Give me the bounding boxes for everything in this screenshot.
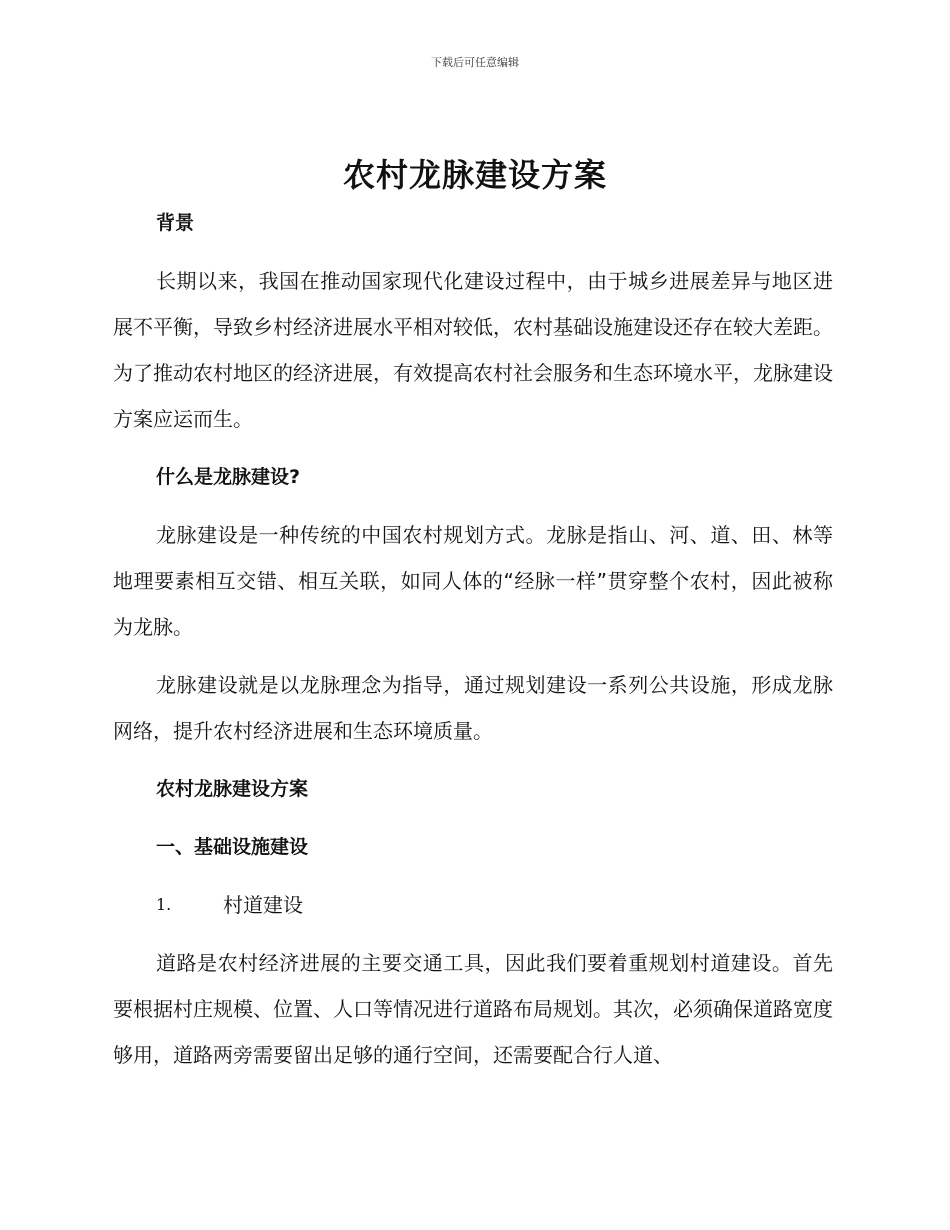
what-paragraph-2: 龙脉建设就是以龙脉理念为指导，通过规划建设一系列公共设施，形成龙脉网络，提升农村经济进展和生态环境质量。: [113, 673, 833, 743]
list-item: [156, 882, 833, 928]
road-paragraph: 道路是农村经济进展的主要交通工具，因此我们要着重规划村道建设。首先要根据村庄规模、位置、人口等情况进行道路布局规划。其次，必须确保道路宽度够用，道路两旁需要留出足够的通行空间，还需要配合行人道、: [113, 951, 833, 1067]
background-paragraph: 长期以来，我国在推动国家现代化建设过程中，由于城乡进展差异与地区进展不平衡，导致乡村经济进展水平相对较低，农村基础设施建设还存在较大差距。为了推动农村地区的经济进展，有效提高农村社会服务和生态环境水平，龙脉建设方案应运而生。: [113, 269, 833, 431]
section-heading-infrastructure: 一、基础设施建设: [156, 836, 309, 858]
list-item-number: 1.: [156, 895, 172, 914]
section-heading-what: 什么是龙脉建设?: [156, 466, 301, 488]
document-body: [113, 200, 833, 1078]
section-heading-plan: 农村龙脉建设方案: [156, 778, 309, 800]
list-item-label: 村道建设: [223, 893, 303, 917]
what-paragraph-1: 龙脉建设是一种传统的中国农村规划方式。龙脉是指山、河、道、田、林等地理要素相互交错、相互关联，如同人体的“经脉一样”贯穿整个农村，因此被称为龙脉。: [113, 523, 833, 639]
document-title: 农村龙脉建设方案: [342, 156, 607, 194]
header-note: 下载后可任意编辑: [431, 56, 519, 69]
section-heading-background: 背景: [156, 212, 195, 234]
